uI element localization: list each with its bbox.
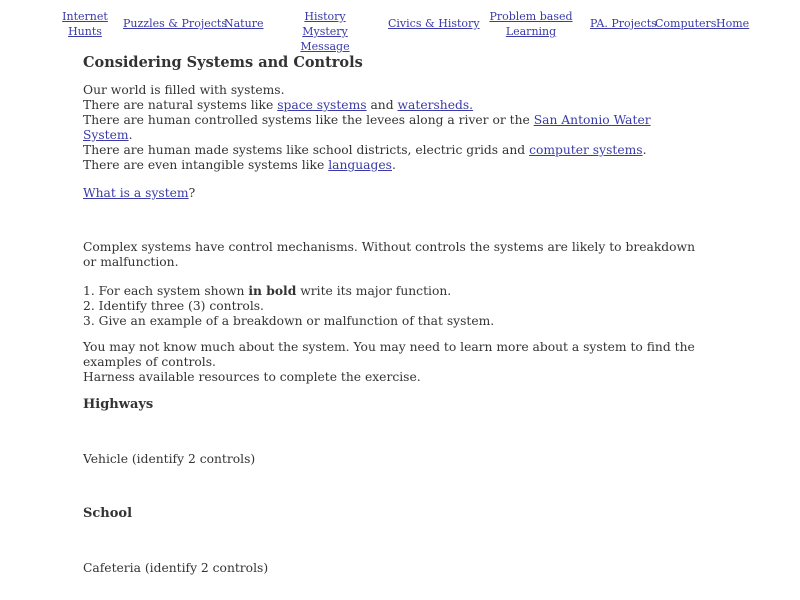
nav-puzzles-projects[interactable]: Puzzles & Projects: [123, 17, 227, 30]
step-1-bold: in bold: [248, 283, 297, 298]
step-2: 2. Identify three (3) controls.: [83, 299, 264, 313]
section-highways: Highways: [83, 397, 154, 412]
note-paragraph: [83, 340, 703, 385]
intro-text: and: [366, 98, 398, 112]
nav-pa-projects[interactable]: PA. Projects: [590, 17, 657, 30]
nav-nature[interactable]: Nature: [224, 17, 264, 30]
intro-line: There are human controlled systems like the levees along a river or the: [83, 113, 534, 127]
intro-text: .: [642, 143, 647, 157]
san-antonio-water-link[interactable]: San Antonio Water System: [83, 113, 651, 142]
space-systems-link[interactable]: space systems: [277, 98, 367, 112]
instructions-list: [83, 283, 703, 329]
nav-history-mystery[interactable]: History Mystery Message: [300, 10, 350, 53]
intro-text: .: [128, 128, 133, 142]
watersheds-link[interactable]: watersheds.: [397, 98, 474, 112]
page-title: Considering Systems and Controls: [83, 54, 363, 71]
what-is-system: [83, 186, 703, 201]
intro-line: Our world is filled with systems.: [83, 83, 285, 97]
nav-internet-hunts[interactable]: Internet Hunts: [62, 10, 108, 38]
nav-home[interactable]: Home: [716, 17, 750, 30]
step-1: 1. For each system shown: [83, 284, 249, 298]
intro-line: There are human made systems like school districts, electric grids and: [83, 143, 530, 157]
step-1-rest: write its major function.: [296, 284, 452, 298]
nav-computers[interactable]: Computers: [655, 17, 717, 30]
question-mark: ?: [188, 186, 196, 200]
section-school: School: [83, 506, 133, 521]
section-vehicle: Vehicle (identify 2 controls): [83, 452, 256, 466]
computer-systems-link[interactable]: computer systems: [529, 143, 643, 157]
intro-text: .: [391, 158, 396, 172]
nav-civics-history[interactable]: Civics & History: [388, 17, 480, 30]
nav-problem-based[interactable]: Problem based Learning: [489, 10, 573, 38]
section-cafeteria: Cafeteria (identify 2 controls): [83, 561, 269, 575]
intro-paragraph: [83, 83, 703, 173]
what-is-system-link[interactable]: What is a system: [83, 186, 189, 200]
languages-link[interactable]: languages: [328, 158, 392, 172]
complex-paragraph: Complex systems have control mechanisms. Without controls the systems are likely to breakdown or malfunction.: [83, 240, 696, 269]
step-3: 3. Give an example of a breakdown or malfunction of that system.: [83, 314, 495, 328]
intro-line: There are even intangible systems like: [83, 158, 329, 172]
note-1: You may not know much about the system. You may need to learn more about a system to find the examples of controls.: [83, 340, 695, 369]
intro-line: There are natural systems like: [83, 98, 278, 112]
note-2: Harness available resources to complete the exercise.: [83, 370, 421, 384]
